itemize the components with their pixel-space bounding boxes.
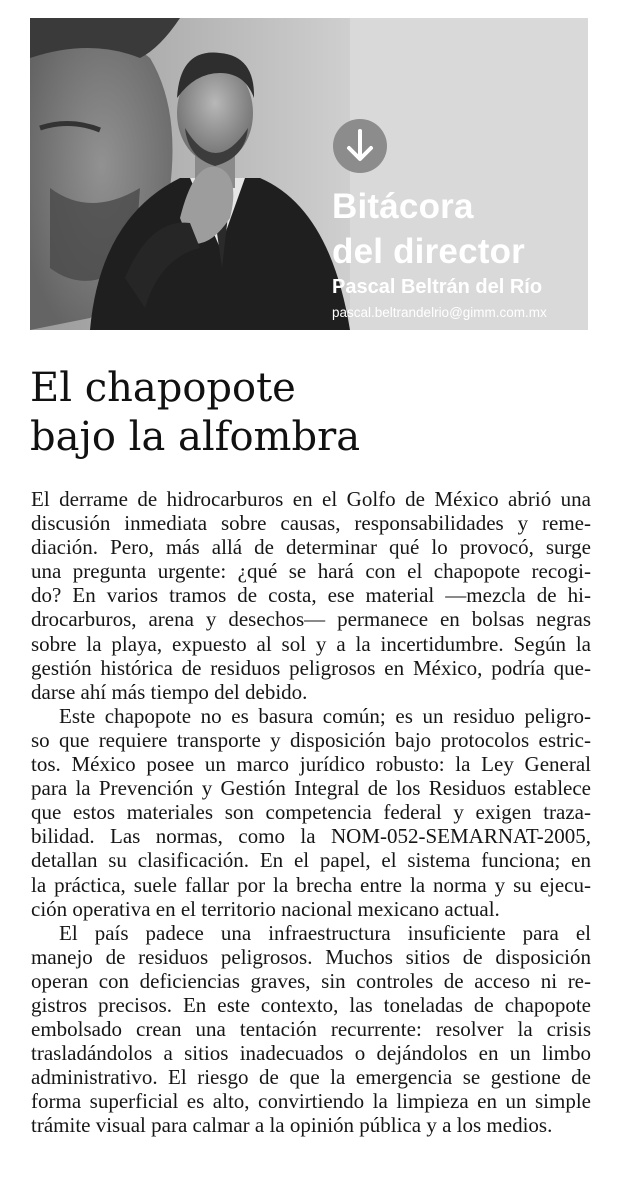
headline-line-2: bajo la alfombra [30, 414, 361, 460]
body-line: diación. Pero, más allá de determinar qué lo provocó, surge [31, 535, 591, 560]
body-line: sobre la playa, expuesto al sol y a la incertidumbre. Según la [31, 631, 591, 656]
body-line: gistros precisos. En este contexto, las toneladas de chapopote [31, 992, 591, 1017]
body-line: ción operativa en el territorio nacional mexicano actual. [31, 896, 500, 921]
body-line: para la Prevención y Gestión Integral de los Residuos establece [31, 776, 591, 801]
author-name: Pascal Beltrán del Río [332, 276, 543, 298]
author-email: pascal.beltrandelrio@gimm.com.mx [332, 305, 547, 320]
body-line: embolsado crean una tentación recurrente: resolver la crisis [31, 1017, 591, 1042]
body-line: una pregunta urgente: ¿qué se hará con el chapopote recogi- [31, 559, 591, 584]
body-line: la práctica, suele fallar por la brecha entre la norma y su ejecu- [31, 872, 591, 897]
body-line: trámite visual para calmar a la opinión pública y a los medios. [31, 1113, 553, 1138]
column-title [332, 184, 582, 274]
headline-line-1: El chapopote [30, 365, 296, 411]
body-line: que estos materiales son competencia federal y exigen traza- [31, 800, 591, 825]
body-line: operan con deficiencias graves, sin controles de acceso ni re- [31, 968, 591, 993]
article-headline [30, 364, 600, 462]
column-title-line-1: Bitácora [332, 187, 474, 226]
body-line: darse ahí más tiempo del debido. [31, 679, 308, 704]
body-line: manejo de residuos peligrosos. Muchos sitios de disposición [31, 944, 591, 969]
body-line: Este chapopote no es basura común; es un residuo peligro- [59, 703, 591, 728]
body-line: detallan su clasificación. En el papel, el sistema funciona; en [31, 848, 591, 873]
body-line: gestión histórica de residuos peligrosos en México, podría que- [31, 655, 591, 680]
author-photo [30, 18, 350, 330]
body-line: discusión inmediata sobre causas, responsabilidades y reme- [31, 511, 591, 536]
column-title-line-2: del director [332, 232, 526, 271]
body-line: administrativo. El riesgo de que la emergencia se gestione de [31, 1065, 591, 1090]
body-line: trasladándolos a sitios inadecuados o dejándolos en un limbo [31, 1041, 591, 1066]
body-line: do? En varios tramos de costa, ese material —mezcla de hi- [31, 583, 591, 608]
body-line: so que requiere transporte y disposición bajo protocolos estric- [31, 727, 591, 752]
article-body [31, 487, 591, 1138]
body-line: El país padece una infraestructura insuficiente para el [59, 920, 591, 945]
body-line: forma superficial es alto, convirtiendo la limpieza en un simple [31, 1089, 591, 1114]
body-line: El derrame de hidrocarburos en el Golfo de México abrió una [31, 487, 591, 511]
body-line: drocarburos, arena y desechos— permanece en bolsas negras [31, 607, 591, 632]
arrow-down-circle-icon [332, 118, 388, 174]
body-line: bilidad. Las normas, como la NOM-052-SEMARNAT-2005, [31, 824, 591, 849]
body-line: tos. México posee un marco jurídico robusto: la Ley General [31, 752, 591, 777]
column-header [30, 18, 588, 330]
